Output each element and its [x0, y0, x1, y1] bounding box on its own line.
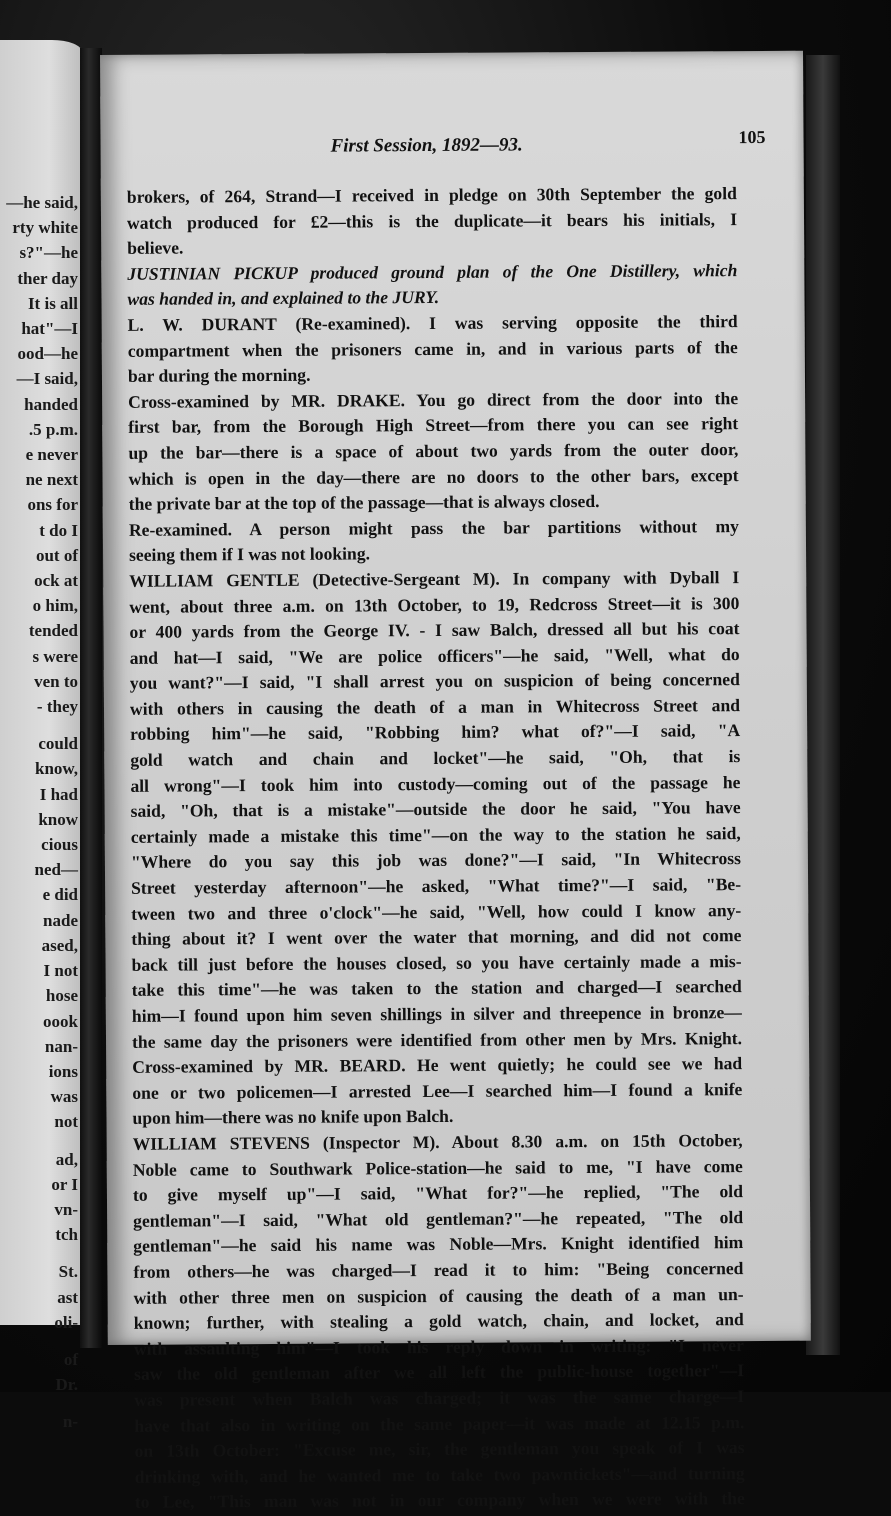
previous-page-fragment: know,: [35, 759, 78, 779]
text-line: and hat—I said, "We are police officers"—he said, "Well, what do: [129, 643, 740, 668]
text-line: was handed in, and explained to the JURY.: [127, 287, 440, 310]
page-stack-edge: [806, 55, 840, 1355]
previous-page-fragment: —I said,: [16, 369, 78, 389]
previous-page-fragment: [6, 1247, 78, 1259]
previous-page-fragment: .5 p.m.: [28, 419, 78, 439]
previous-page-fragment: Dr.: [55, 1375, 78, 1395]
previous-page-fragment: hose: [45, 986, 78, 1006]
previous-page-fragment: n-: [62, 1412, 78, 1432]
text-line: first bar, from the Borough High Street—from there you can see right: [128, 413, 739, 438]
previous-page-fragment: tch: [55, 1225, 78, 1245]
text-line: known; further, with stealing a gold watch, chain, and locket, and: [133, 1309, 744, 1333]
previous-page-fragment: —he said,: [6, 193, 78, 212]
text-line: with other three men on suspicion of causing the death of a man un-: [133, 1283, 744, 1308]
running-title: First Session, 1892—93.: [330, 134, 523, 157]
previous-page-fragment: ood—he: [17, 344, 78, 364]
text-line: seeing them if I was not looking.: [128, 543, 371, 566]
previous-page-fragment: ons for: [27, 495, 78, 515]
text-line: L. W. DURANT (Re-examined). I was serving opposite the third: [127, 311, 738, 335]
previous-page-fragment: vn-: [54, 1199, 78, 1219]
previous-page-fragment: cious: [41, 835, 78, 855]
previous-page-fragment: s?"—he: [19, 243, 78, 263]
text-line: the same day the prisoners were identified from other men by Mrs. Knight.: [131, 1027, 743, 1052]
text-line: with assaulting him"—I took his reply down in writing: "I never: [133, 1334, 744, 1359]
previous-page-fragment: rty white: [12, 218, 78, 238]
previous-page-fragment: [6, 719, 78, 731]
text-line: to give myself up"—I said, "What for?"—he replied, "The old: [132, 1181, 744, 1205]
text-line: to Lee, "This man was not in our company when we were with the: [134, 1488, 745, 1513]
text-line: brokers, of 264, Strand—I received in pledge on 30th September the gold: [126, 183, 737, 207]
previous-page-fragment: hat"—I: [21, 319, 78, 339]
previous-page-fragment: could: [38, 734, 78, 754]
document-page: [100, 51, 811, 1513]
text-line: certainly made a mistake this time"—on the way to the station he said,: [130, 822, 741, 847]
previous-page-fragment: e did: [42, 885, 78, 905]
previous-page-fragment: s were: [32, 646, 78, 666]
text-line: Noble came to Southwark Police-station—he said to me, "I have come: [132, 1155, 743, 1180]
text-line: Cross-examined by MR. DRAKE. You go direct from the door into the: [128, 387, 739, 412]
text-line: said, "Oh, that is a mistake"—outside the door he said, "You have: [130, 797, 741, 822]
text-line: Re-examined. A person might pass the bar partitions without my: [128, 515, 739, 540]
text-line: JUSTINIAN PICKUP produced ground plan of the One Distillery, which: [127, 259, 738, 284]
body-text: [127, 181, 745, 1516]
previous-page-fragment: ions: [48, 1061, 78, 1081]
text-line: "Where do you say this job was done?"—I said, "In Whitecross: [130, 848, 741, 873]
text-line: back till just before the houses closed, so you have certainly made a mis-: [131, 950, 742, 975]
previous-page-fragment: It is all: [27, 293, 78, 313]
previous-page-fragment: handed: [24, 394, 78, 414]
previous-page-fragment: ad,: [55, 1149, 78, 1169]
text-line: which is open in the day—there are no doors to the other bars, except: [128, 464, 739, 489]
previous-page-fragment: nan-: [44, 1036, 78, 1056]
text-line: gentleman"—he said his name was Noble—Mrs. Knight identified him: [133, 1232, 744, 1257]
previous-page-fragment: of: [63, 1349, 78, 1369]
text-line: all wrong"—I took him into custody—coming out of the passage he: [130, 771, 741, 796]
previous-page-edge: [0, 40, 82, 1432]
text-line: or 400 yards from the George IV. - I saw Balch, dressed all but his coat: [129, 618, 740, 642]
text-line: watch produced for £2—this is the duplicate—it bears his initials, I: [126, 208, 738, 233]
text-line: WILLIAM STEVENS (Inspector M). About 8.30 a.m. on 15th October,: [132, 1130, 743, 1154]
text-line: one or two policemen—I arrested Lee—I searched him—I found a knife: [132, 1078, 743, 1103]
previous-page-fragment: [6, 1135, 78, 1147]
previous-page-fragment: [6, 1397, 78, 1409]
text-line: with others in causing the death of a man in Whitecross Street and: [129, 694, 741, 719]
text-line: bar during the morning.: [127, 364, 311, 386]
text-line: from others—he was charged—I read it to him: "Being concerned: [133, 1258, 744, 1282]
text-line: was present when Balch was charged; it was the same charge—I: [134, 1385, 745, 1410]
text-line: believe.: [127, 237, 184, 259]
previous-page-fragment: St.: [58, 1262, 78, 1282]
text-line: up the bar—there is a space of about two yards from the outer door,: [128, 439, 739, 463]
text-line: robbing him"—he said, "Robbing him? what of?"—I said, "A: [130, 720, 741, 745]
previous-page-fragment: e never: [25, 445, 78, 465]
text-line: Street yesterday afternoon"—he asked, "What time?"—I said, "Be-: [131, 874, 742, 898]
page-header: [101, 126, 804, 165]
previous-page-fragment: I not: [43, 961, 78, 981]
text-line: tween two and three o'clock"—he said, "Well, how could I know any-: [131, 899, 742, 924]
text-line: him—I found upon him seven shillings in silver and threepence in bronze—: [131, 1002, 742, 1026]
text-line: the private bar at the top of the passage—that is always closed.: [128, 491, 600, 514]
text-line: gold watch and chain and locket"—he said, "Oh, that is: [130, 746, 741, 770]
previous-page-fragment: [6, 1335, 78, 1347]
text-line: on 13th October: "Excuse me, sir, the gentleman you speak of I was: [134, 1437, 745, 1461]
text-line: WILLIAM GENTLE (Detective-Sergeant M). In company with Dyball I: [129, 567, 740, 591]
previous-page-fragment: I had: [39, 784, 78, 804]
previous-page-fragment: out of: [35, 545, 78, 565]
previous-page-fragment: t do I: [39, 520, 78, 540]
text-line: upon him—there was no knife upon Balch.: [132, 1106, 454, 1129]
previous-page-fragment: nade: [43, 910, 78, 930]
text-line: compartment when the prisoners came in, and in various parts of the: [127, 336, 738, 361]
text-line: gentleman"—I said, "What old gentleman?"—he repeated, "The old: [133, 1206, 744, 1231]
previous-page-fragment: ased,: [41, 935, 78, 955]
previous-page-fragment: oli-: [54, 1312, 78, 1332]
previous-page-fragment: not: [54, 1112, 78, 1132]
previous-page-fragment: - they: [36, 697, 78, 717]
text-line: thing about it? I went over the water that morning, and did not come: [131, 925, 742, 950]
previous-page-fragment: ned—: [34, 860, 78, 880]
previous-page-fragment: or I: [51, 1174, 78, 1194]
previous-page-fragment: know: [38, 809, 78, 829]
previous-page-fragment: tended: [28, 621, 78, 641]
previous-page-fragment: oook: [43, 1011, 78, 1031]
previous-page-fragment: ven to: [34, 671, 78, 691]
book-gutter: [80, 48, 102, 1348]
text-line: went, about three a.m. on 13th October, to 19, Redcross Street—it is 300: [129, 592, 740, 617]
text-line: saw the old gentleman after we all left the public-house together"—I: [133, 1360, 745, 1385]
previous-page-fragment: o him,: [32, 596, 78, 616]
previous-page-fragment: ock at: [34, 571, 78, 591]
text-line: have that also in writing on the same paper—it was made at 12.15 p.m.: [134, 1411, 745, 1436]
page-number: 105: [738, 126, 766, 148]
text-line: take this time"—he was taken to the station and charged—I searched: [131, 976, 742, 1001]
text-line: drinking with, and he wanted me to take two pawntickets"—and turning: [134, 1462, 745, 1487]
previous-page-fragment: ast: [57, 1287, 78, 1307]
previous-page-text-fragments: [6, 190, 78, 1435]
text-line: you want?"—I said, "I shall arrest you on suspicion of being concerned: [129, 669, 740, 694]
text-line: Cross-examined by MR. BEARD. He went quietly; he could see we had: [132, 1053, 743, 1078]
previous-page-fragment: was: [50, 1087, 78, 1107]
previous-page-fragment: ne next: [25, 470, 78, 490]
previous-page-fragment: ther day: [17, 268, 78, 288]
